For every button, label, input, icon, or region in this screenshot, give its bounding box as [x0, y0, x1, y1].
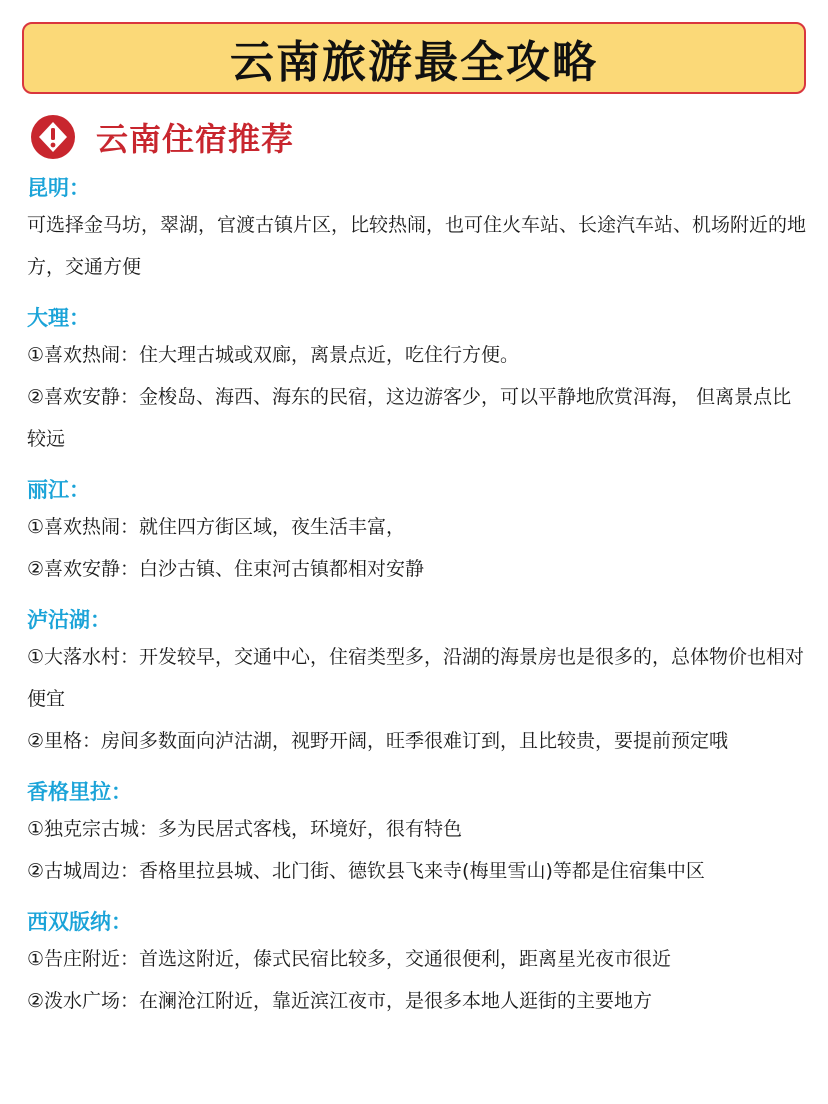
city-name: 丽江： [27, 478, 90, 502]
city-name: 泸沽湖： [27, 608, 111, 632]
city-tip: ②泼水广场：在澜沧江附近，靠近滨江夜市，是很多本地人逛街的主要地方 [27, 990, 653, 1012]
city-name: 香格里拉： [27, 780, 132, 804]
city-tip: ②喜欢安静：白沙古镇、住束河古镇都相对安静 [27, 558, 425, 580]
page-title: 云南旅游最全攻略 [230, 37, 598, 88]
city-tip: ①喜欢热闹：就住四方街区域，夜生活丰富， [27, 516, 406, 538]
city-block-lijiang [27, 474, 807, 590]
city-list [27, 172, 807, 1036]
section-header [30, 112, 294, 162]
city-tip: ②古城周边：香格里拉县城、北门街、德钦县飞来寺(梅里雪山)等都是住宿集中区 [27, 860, 705, 882]
city-block-dali [27, 302, 807, 460]
city-block-xishuangbanna [27, 906, 807, 1022]
city-tip: ①独克宗古城：多为民居式客栈，环境好，很有特色 [27, 818, 463, 840]
city-tip: ②里格：房间多数面向泸沽湖，视野开阔，旺季很难订到，且比较贵，要提前预定哦 [27, 730, 729, 752]
title-banner [22, 22, 806, 94]
city-block-shangri-la [27, 776, 807, 892]
alert-icon [30, 114, 76, 160]
city-block-lugu-lake [27, 604, 807, 762]
city-tip: 可选择金马坊，翠湖，官渡古镇片区，比较热闹，也可住火车站、长途汽车站、机场附近的地方，交通方便 [27, 214, 807, 278]
city-name: 西双版纳： [27, 910, 132, 934]
city-tip: ①告庄附近：首选这附近，傣式民宿比较多，交通很便利，距离星光夜市很近 [27, 948, 672, 970]
city-tip: ①大落水村：开发较早，交通中心，住宿类型多，沿湖的海景房也是很多的，总体物价也相对便宜 [27, 646, 805, 710]
section-title: 云南住宿推荐 [96, 120, 295, 158]
city-name: 大理： [27, 306, 90, 330]
city-tip: ①喜欢热闹：住大理古城或双廊，离景点近，吃住行方便。 [27, 344, 520, 366]
city-tip: ②喜欢安静：金梭岛、海西、海东的民宿，这边游客少，可以平静地欣赏洱海， 但离景点比较远 [27, 386, 792, 450]
city-block-kunming [27, 172, 807, 288]
city-name: 昆明： [27, 176, 90, 200]
